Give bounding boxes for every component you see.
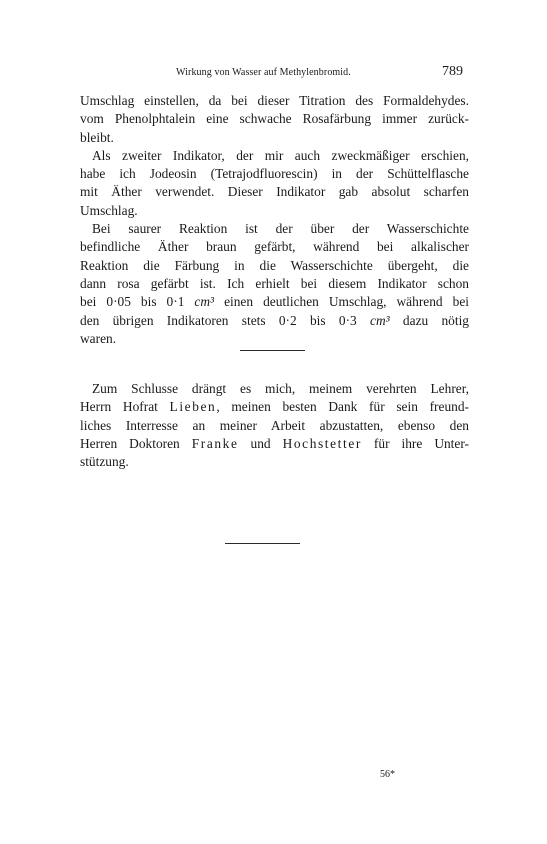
running-title: Wirkung von Wasser auf Methylenbromid.	[176, 67, 351, 78]
text-run: den übrigen Indikatoren stets 0·2 bis 0·3	[80, 312, 371, 328]
signature-mark: 56*	[380, 769, 395, 780]
text-line: waren.	[80, 330, 117, 346]
text-line: befindliche Äther braun gefärbt, während bei alkalischer	[80, 239, 469, 255]
text-line: stützung.	[80, 454, 129, 470]
text-line: Zum Schlusse drängt es mich, meinem verehrten Lehrer,	[92, 381, 469, 397]
unit-cubic-centimeter: cm³	[370, 312, 390, 328]
end-rule	[225, 543, 300, 544]
paragraph-acknowledgements	[80, 380, 469, 471]
text-run: dazu nötig	[389, 312, 470, 328]
text-run: einen deutlichen Umschlag, während bei	[214, 294, 469, 310]
text-line	[80, 435, 469, 453]
text-run: Herren Doktoren	[80, 436, 192, 452]
text-run: , meinen besten Dank für sein freund-	[216, 399, 469, 415]
person-name-franke: Franke	[191, 436, 239, 452]
text-run: bei 0·05 bis 0·1	[80, 294, 195, 310]
paragraph-reaction	[80, 220, 469, 348]
paragraph-titration	[80, 92, 469, 147]
text-line: Reaktion die Färbung in die Wasserschichte übergeht, die	[80, 257, 469, 273]
text-line: Bei saurer Reaktion ist der über der Wasserschichte	[92, 221, 469, 237]
section-gap	[80, 364, 469, 380]
text-line: bleibt.	[80, 129, 114, 145]
text-line: dann rosa gefärbt ist. Ich erhielt bei diesem Indikator schon	[80, 275, 469, 291]
text-line: habe ich Jodeosin (Tetrajodfluorescin) in der Schüttelflasche	[80, 166, 469, 182]
text-line: Umschlag.	[80, 202, 138, 218]
unit-cubic-centimeter: cm³	[194, 294, 215, 310]
section-divider	[240, 350, 305, 351]
text-run: für ihre Unter-	[361, 436, 469, 452]
text-line: Umschlag einstellen, da bei dieser Titration des Formaldehydes.	[80, 93, 469, 108]
text-line: Als zweiter Indikator, der mir auch zweckmäßiger erschien,	[92, 147, 469, 163]
text-line	[80, 293, 469, 311]
paragraph-second-indicator	[80, 147, 469, 220]
text-line: liches Interresse an meiner Arbeit abzustatten, ebenso den	[80, 417, 469, 433]
person-name-hochstetter: Hochstetter	[282, 436, 362, 452]
text-line	[80, 398, 469, 416]
text-line: mit Äther verwendet. Dieser Indikator gab absolut scharfen	[80, 184, 469, 200]
running-head	[0, 64, 547, 84]
text-run: Herrn Hofrat	[80, 399, 170, 415]
page-number: 789	[442, 64, 463, 79]
person-name-lieben: Lieben	[169, 399, 217, 415]
body-text	[80, 92, 469, 472]
text-line: vom Phenolphtalein eine schwache Rosafärbung immer zurück-	[80, 111, 469, 127]
text-run: und	[238, 436, 283, 452]
text-line	[80, 312, 469, 330]
